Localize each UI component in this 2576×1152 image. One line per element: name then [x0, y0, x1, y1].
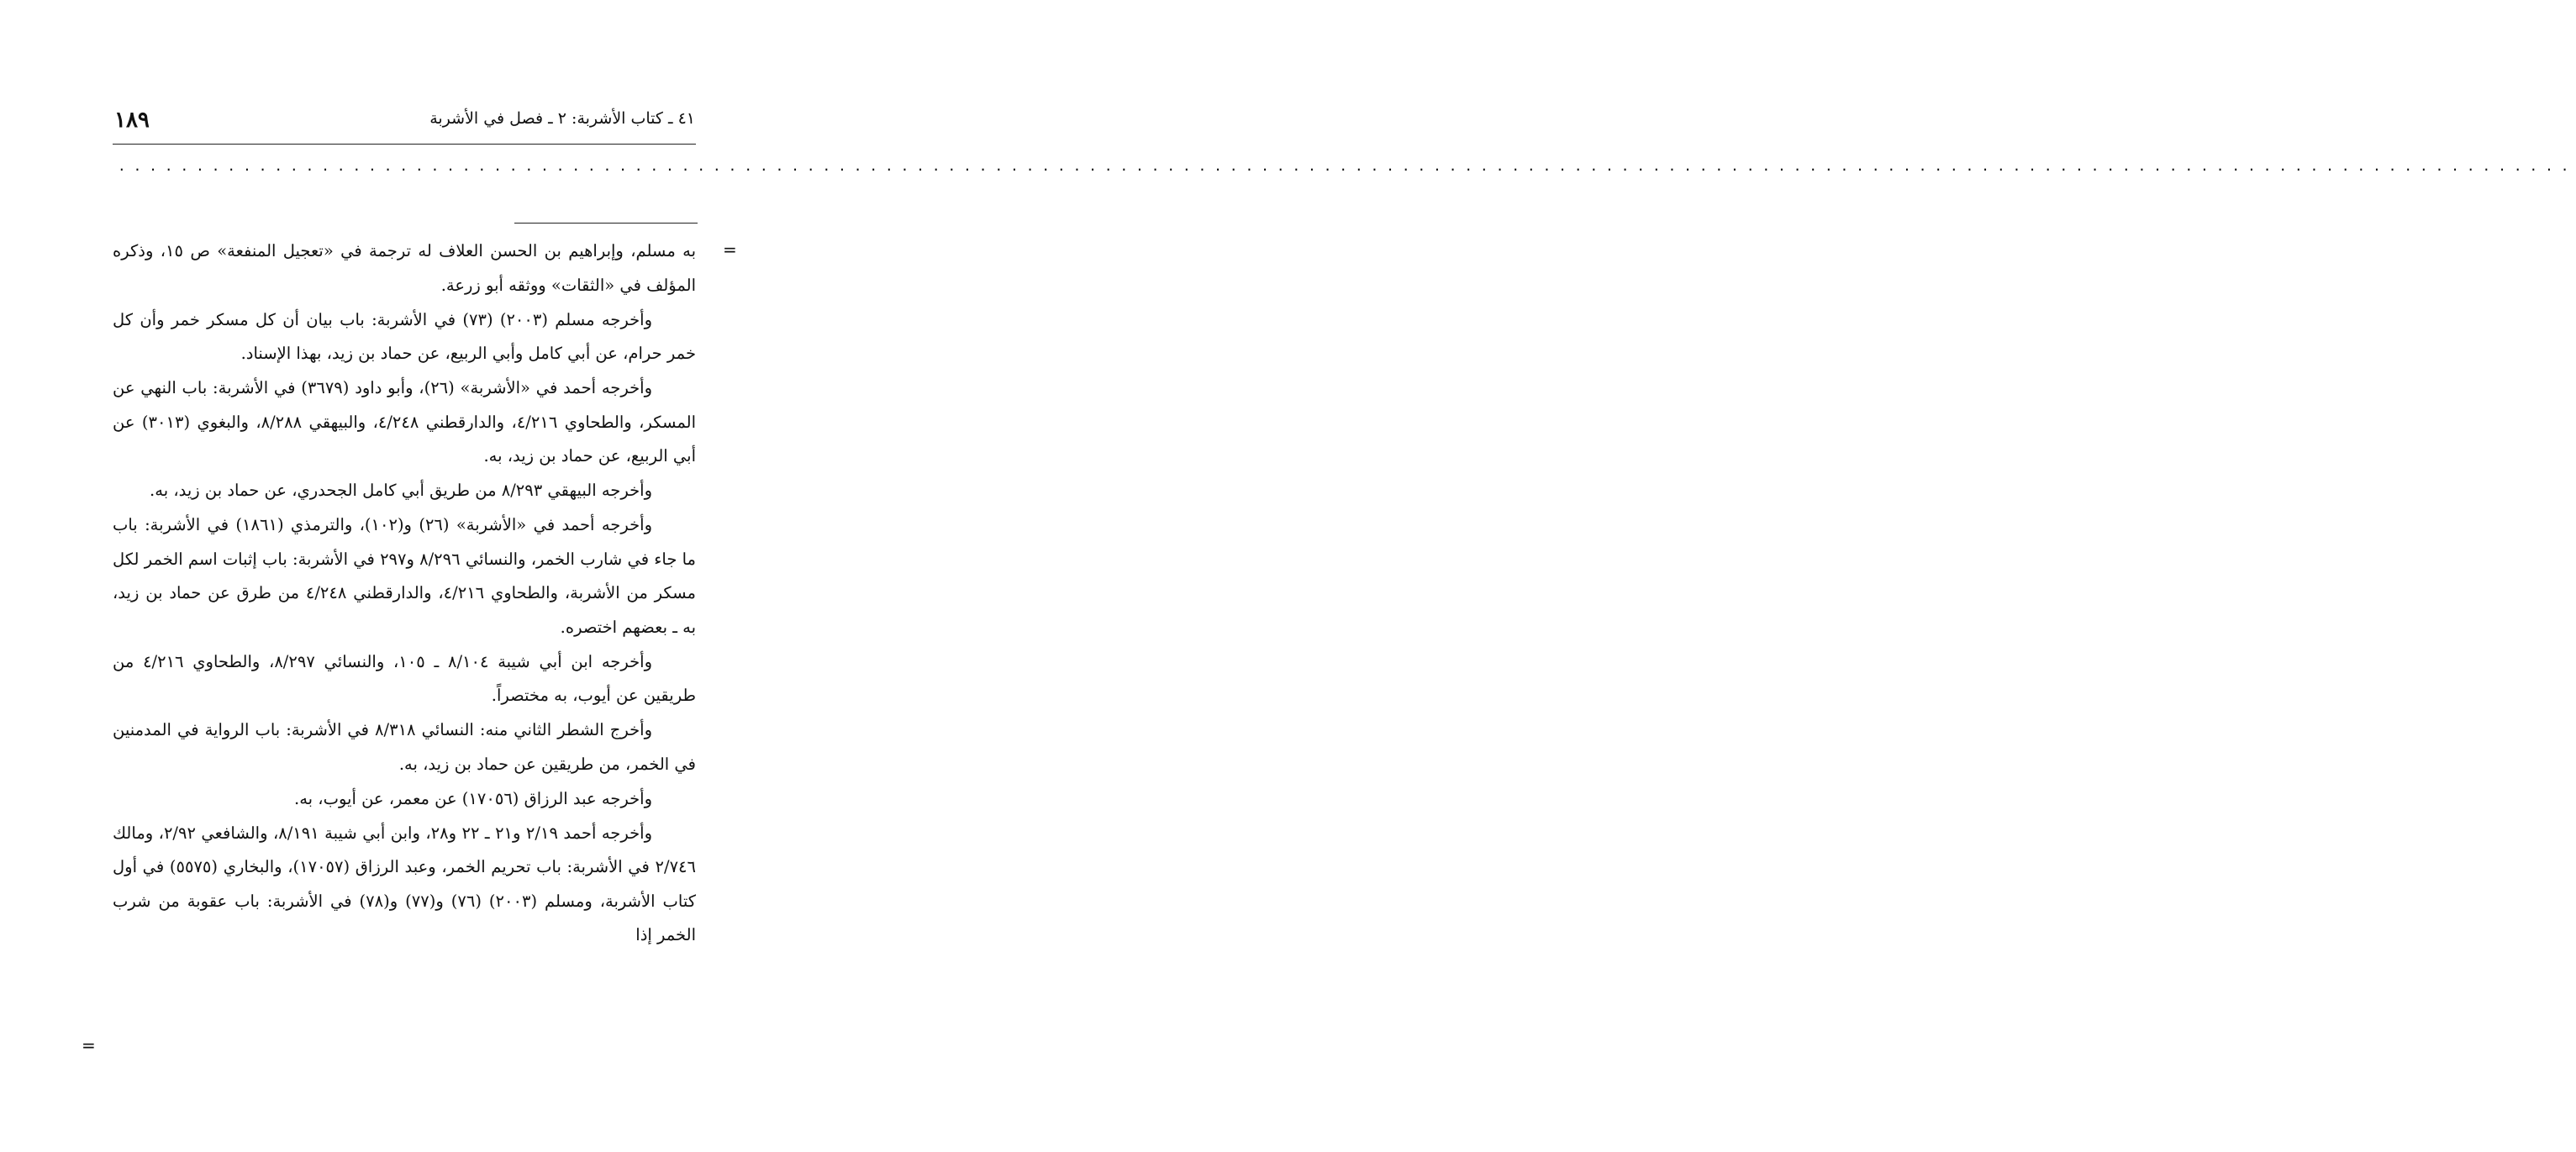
paragraph: وأخرجه أحمد في «الأشربة» (٢٦)، وأبو داود (٣٦٧٩) في الأشربة: باب النهي عن المسكر، والطحاوي ٤/٢١٦، والدارقطني ٤/٢٤٨، والبيهقي ٨/٢٨٨، والبغوي (٣٠١٣) عن أبي الربيع، عن حماد بن زيد، به. [113, 378, 696, 466]
page-number: ١٨٩ [114, 108, 150, 133]
paragraph: وأخرجه مسلم (٢٠٠٣) (٧٣) في الأشربة: باب بيان أن كل مسكر خمر وأن كل خمر حرام، عن أبي كامل وأبي الربيع، عن حماد بن زيد، بهذا الإسناد. [113, 309, 696, 363]
footnote-body [113, 234, 696, 953]
paragraph: وأخرجه أحمد في «الأشربة» (٢٦) و(١٠٢)، والترمذي (١٨٦١) في الأشربة: باب ما جاء في شارب الخمر، والنسائي ٨/٢٩٦ و٢٩٧ في الأشربة: باب إثبات اسم الخمر لكل مسكر من الأشربة، والطحاوي ٤/٢١٦، والدارقطني ٤/٢٤٨ من طرق عن حماد بن زيد، به ـ بعضهم اختصره. [113, 515, 697, 637]
continuation-marker-top: = [723, 239, 737, 260]
header-rule [113, 144, 696, 145]
running-header-title: ٤١ ـ كتاب الأشربة: ٢ ـ فصل في الأشربة [429, 109, 695, 128]
paragraph: به مسلم، وإبراهيم بن الحسن العلاف له ترجمة في «تعجيل المنفعة» ص ١٥، وذكره المؤلف في «الثقات» ووثقه أبو زرعة. [113, 241, 696, 295]
footnote-rule [514, 223, 698, 224]
continuation-marker-bottom: = [82, 1035, 96, 1055]
dotted-separator: ............................................................................................................................................................. [118, 158, 2576, 174]
paragraph: وأخرجه أحمد ٢/١٩ و٢١ ـ ٢٢ و٢٨، وابن أبي شيبة ٨/١٩١، والشافعي ٢/٩٢، ومالك ٢/٧٤٦ في الأشربة: باب تحريم الخمر، وعبد الرزاق (١٧٠٥٧)، والبخاري (٥٥٧٥) في أول كتاب الأشربة، ومسلم (٢٠٠٣) (٧٦) و(٧٧) و(٧٨) في الأشربة: باب عقوبة من شرب الخمر إذا [113, 823, 696, 944]
paragraph: وأخرج الشطر الثاني منه: النسائي ٨/٣١٨ في الأشربة: باب الرواية في المدمنين في الخمر، من طريقين عن حماد بن زيد، به. [113, 720, 696, 774]
paragraph: وأخرجه البيهقي ٨/٢٩٣ من طريق أبي كامل الجحدري، عن حماد بن زيد، به. [150, 481, 652, 500]
paragraph: وأخرجه ابن أبي شيبة ٨/١٠٤ ـ ١٠٥، والنسائي ٨/٢٩٧، والطحاوي ٤/٢١٦ من طريقين عن أيوب، به مختصراً. [113, 651, 696, 705]
paragraph: وأخرجه عبد الرزاق (١٧٠٥٦) عن معمر، عن أيوب، به. [294, 788, 652, 808]
